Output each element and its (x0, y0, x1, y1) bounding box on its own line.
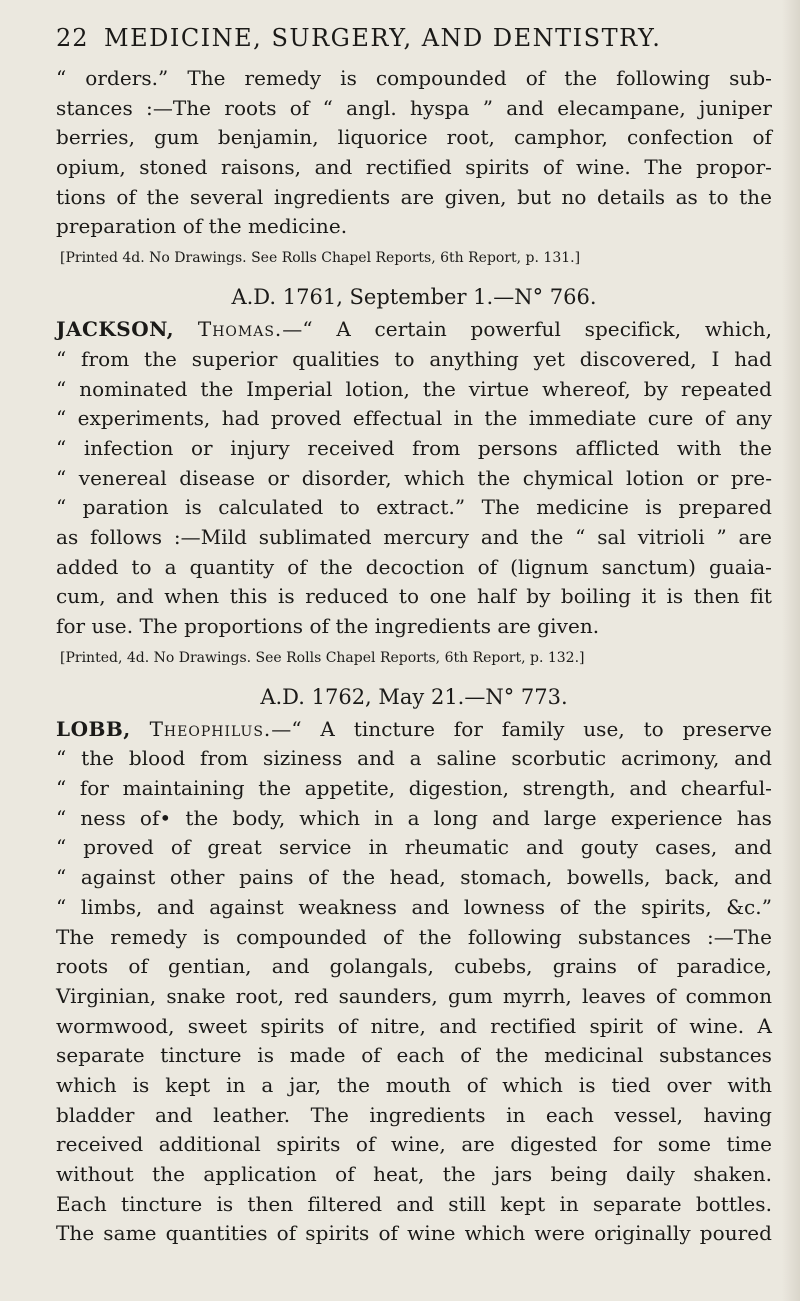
text-line: for use. The proportions of the ingredients are given. (56, 614, 600, 638)
text-line: “ infection or injury received from persons afflicted with the (56, 435, 772, 460)
text-line: cum, and when this is reduced to one half by boiling it is then fit (56, 584, 772, 609)
entry-text-start: —“ A tincture for family use, to preserve (271, 716, 772, 741)
text-line: “ venereal disease or disorder, which the chymical lotion or pre- (56, 465, 772, 490)
text-line: “ proved of great service in rheumatic and gouty cases, and (56, 835, 772, 860)
text-line: Virginian, snake root, red saunders, gum myrrh, leaves of common (56, 983, 772, 1008)
text-line: roots of gentian, and golangals, cubebs, grains of paradice, (56, 954, 772, 979)
patent-entry-766 (56, 275, 772, 675)
text-line: added to a quantity of the decoction of (lignum sanctum) guaia- (56, 554, 772, 579)
entry-date: A.D. 1762, May 21.—N° 773. (260, 684, 568, 709)
text-line: “ the blood from siziness and a saline scorbutic acrimony, and (56, 746, 772, 771)
continued-entry (56, 64, 772, 275)
text-line: The same quantities of spirits of wine which were originally poured (56, 1221, 772, 1246)
text-line: Each tincture is then filtered and still kept in separate bottles. (56, 1191, 772, 1216)
text-line: “ nominated the Imperial lotion, the virtue whereof, by repeated (56, 376, 772, 401)
text-line: opium, stoned raisons, and rectified spirits of wine. The propor- (56, 155, 772, 180)
patentee-forename: Theophilus. (149, 716, 272, 741)
text-line: “ from the superior qualities to anything yet discovered, I had (56, 346, 772, 371)
text-line: without the application of heat, the jars being daily shaken. (56, 1162, 772, 1186)
text-line: preparation of the medicine. (56, 214, 348, 239)
text-line: wormwood, sweet spirits of nitre, and rectified spirit of wine. A (56, 1013, 772, 1038)
text-line: tions of the several ingredients are given, but no details as to the (56, 184, 772, 209)
text-line: separate tincture is made of each of the medicinal substances (56, 1043, 772, 1068)
entry-date: A.D. 1761, September 1.—N° 766. (231, 285, 597, 310)
text-line: “ for maintaining the appetite, digestion, strength, and chearful- (56, 776, 772, 801)
reference-note: [Printed 4d. No Drawings. See Rolls Chapel Reports, 6th Report, p. 131.] (60, 250, 581, 267)
running-title: MEDICINE, SURGERY, AND DENTISTRY. (104, 24, 662, 52)
reference-note: [Printed, 4d. No Drawings. See Rolls Chapel Reports, 6th Report, p. 132.] (60, 649, 585, 666)
text-line: bladder and leather. The ingredients in each vessel, having (56, 1102, 772, 1127)
entry-first-line (56, 715, 772, 745)
text-line: “ ness of• the body, which in a long and large experience has (56, 805, 772, 830)
page-body (56, 64, 772, 1249)
text-line: berries, gum benjamin, liquorice root, camphor, confection of (56, 125, 772, 150)
text-line: received additional spirits of wine, are digested for some time (56, 1132, 772, 1157)
text-line: stances :—The roots of “ angl. hyspa ” and elecampane, juniper (56, 95, 772, 120)
patentee-forename: Thomas. (197, 317, 283, 342)
patentee-surname: JACKSON, (56, 317, 175, 342)
text-line: The remedy is compounded of the following substances :—The (56, 924, 772, 949)
running-header (56, 24, 772, 52)
entry-text-start: —“ A certain powerful specifick, which, (282, 317, 772, 342)
page-edge-shadow (782, 0, 800, 1301)
text-line: “ experiments, had proved effectual in the immediate cure of any (56, 406, 772, 431)
text-line: “ orders.” The remedy is compounded of the following sub- (56, 66, 772, 90)
patentee-surname: LOBB, (56, 716, 131, 741)
patent-entry-773 (56, 675, 772, 1249)
text-line: “ limbs, and against weakness and lowness of the spirits, &c.” (56, 894, 772, 919)
text-line: as follows :—Mild sublimated mercury and the “ sal vitrioli ” are (56, 524, 772, 549)
text-line: “ against other pains of the head, stomach, bowells, back, and (56, 865, 772, 890)
text-line: “ paration is calculated to extract.” The medicine is prepared (56, 495, 772, 520)
page-number: 22 (56, 24, 89, 52)
entry-first-line (56, 315, 772, 345)
text-line: which is kept in a jar, the mouth of which is tied over with (56, 1072, 772, 1097)
